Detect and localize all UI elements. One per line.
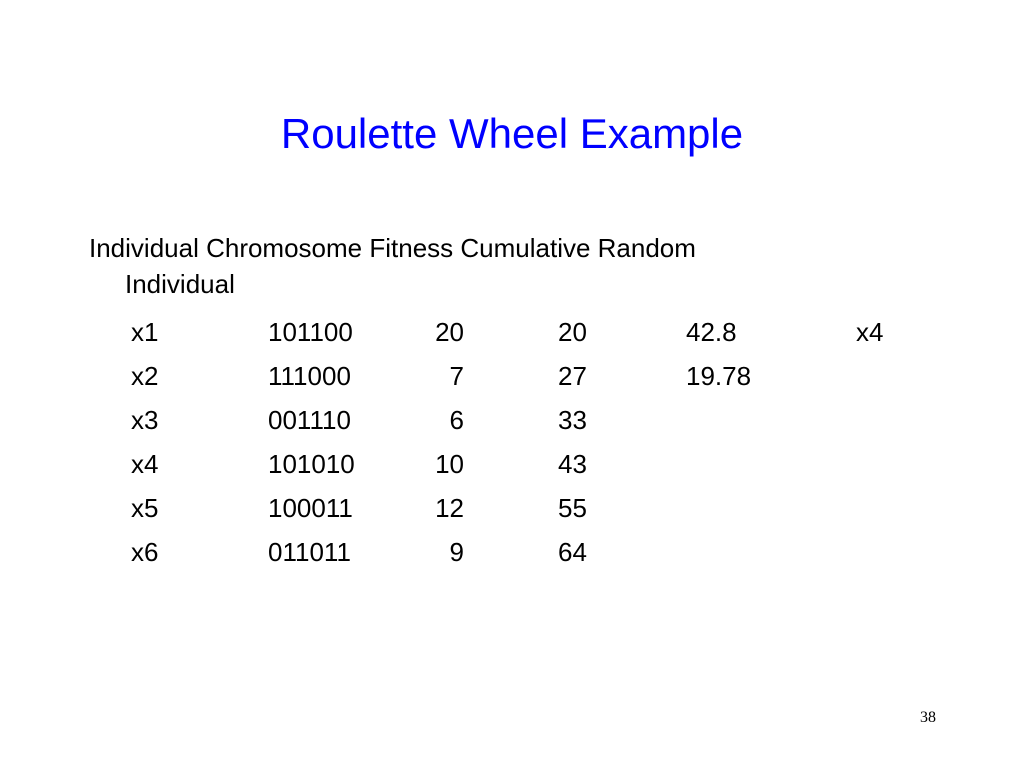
random-cell: 19.78 xyxy=(686,361,752,391)
fitness-cell: 10 xyxy=(435,449,464,479)
individual-cell: x2 xyxy=(131,361,159,391)
individual-cell: x3 xyxy=(131,405,159,435)
individual-cell: x5 xyxy=(131,493,159,523)
table-row xyxy=(0,490,1024,534)
individual-cell: x4 xyxy=(131,449,159,479)
table-row xyxy=(0,534,1024,578)
random-cell: 42.8 xyxy=(686,317,737,347)
fitness-cell: 6 xyxy=(449,405,464,435)
page-number: 38 xyxy=(920,709,936,726)
fitness-cell: 7 xyxy=(449,361,464,391)
individual-cell: x1 xyxy=(131,317,159,347)
table-header-continuation: Individual xyxy=(125,269,235,299)
table-row xyxy=(0,314,1024,358)
table-row xyxy=(0,402,1024,446)
table-row xyxy=(0,446,1024,490)
selected-individual-cell: x4 xyxy=(856,317,884,347)
table-row xyxy=(0,358,1024,402)
cumulative-cell: 55 xyxy=(558,493,587,523)
chromosome-cell: 100011 xyxy=(268,493,353,523)
fitness-cell: 20 xyxy=(435,317,464,347)
cumulative-cell: 33 xyxy=(558,405,587,435)
slide-title: Roulette Wheel Example xyxy=(280,110,744,157)
fitness-cell: 9 xyxy=(449,537,464,567)
chromosome-cell: 001110 xyxy=(268,405,351,435)
table-header: Individual Chromosome Fitness Cumulative Random xyxy=(89,233,696,263)
cumulative-cell: 27 xyxy=(558,361,587,391)
chromosome-cell: 011011 xyxy=(268,537,351,567)
chromosome-cell: 101100 xyxy=(268,317,353,347)
cumulative-cell: 20 xyxy=(558,317,587,347)
cumulative-cell: 43 xyxy=(558,449,587,479)
fitness-cell: 12 xyxy=(435,493,464,523)
chromosome-cell: 101010 xyxy=(268,449,355,479)
chromosome-cell: 111000 xyxy=(268,361,351,391)
individual-cell: x6 xyxy=(131,537,159,567)
cumulative-cell: 64 xyxy=(558,537,587,567)
